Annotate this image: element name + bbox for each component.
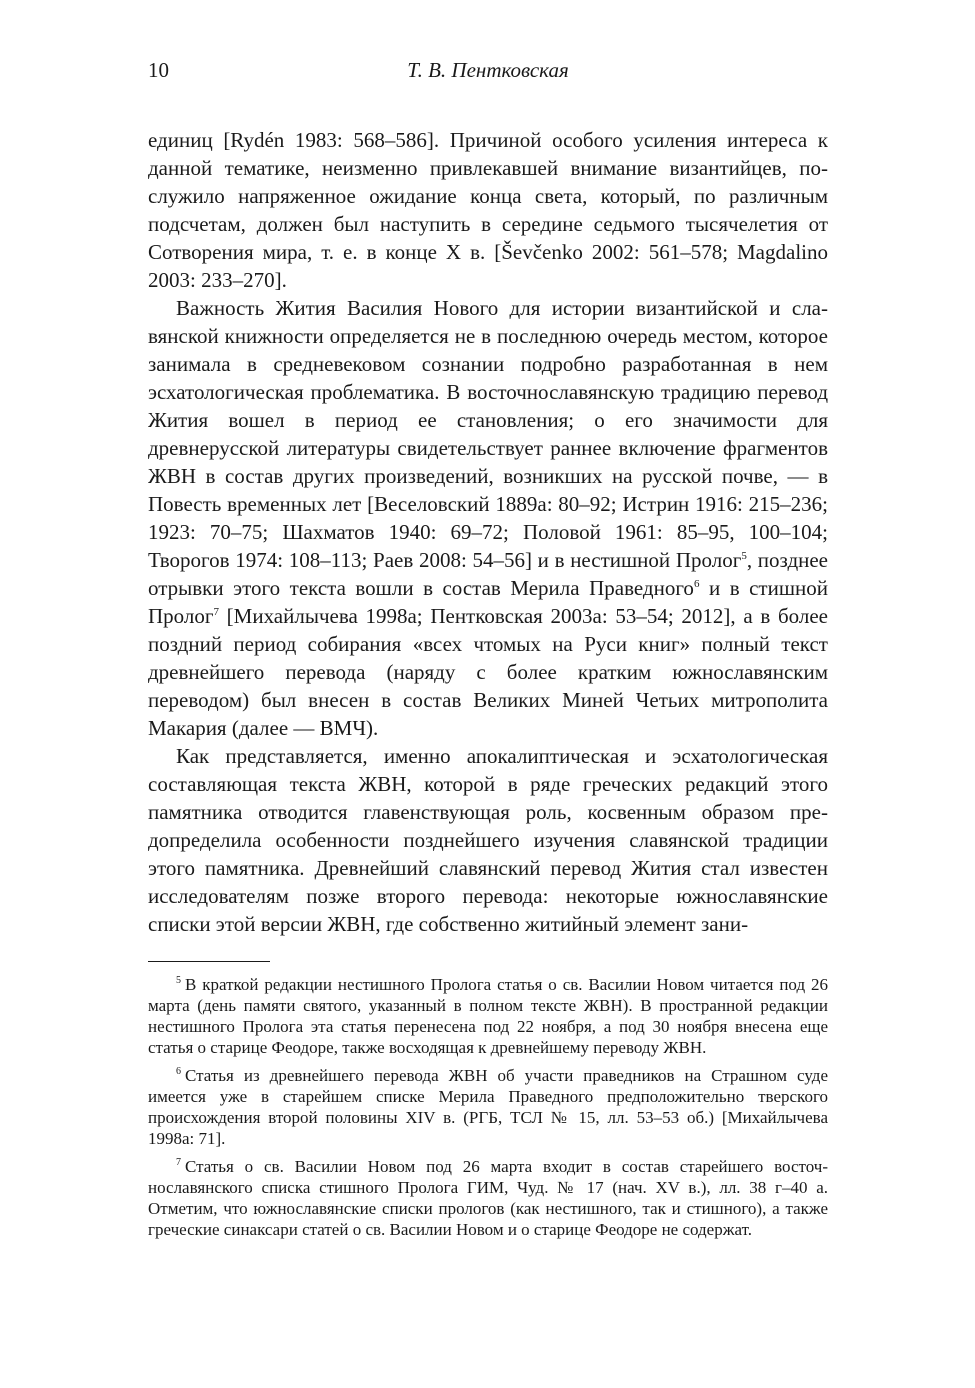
footnote-ref-7[interactable]: 7 xyxy=(213,606,219,618)
paragraph-2-part-b: , позднее отрывки этого текста вошли в состав Мерила Праведного xyxy=(148,548,829,600)
paragraph-2-part-d: [Михайлычева 1998а; Пентковская 2003а: 53–54; 2012], а в более поздний период собирания «всех чтомых на Руси книг» полный текст древнейшего перевода (наряду с более кратким южнославянским переводом) был внесен в состав Великих Миней Четьих митрополита Макария (далее — ВМЧ). xyxy=(148,604,828,740)
body-text xyxy=(148,126,828,938)
page-number: 10 xyxy=(148,58,169,82)
footnote-number: 6 xyxy=(176,1066,181,1078)
footnote xyxy=(148,1156,828,1240)
footnote-number: 7 xyxy=(176,1157,181,1169)
footnote xyxy=(148,1065,828,1149)
paragraph-3: Как представляется, именно апокалиптическая и эсхатологическая составляющая текста ЖВН, которой в ряде греческих редакций этого памятника отводится главенствующая роль, косвенным образом предопределила особенности позднейшего изучения славянской традиции этого памятника. Древнейший славянский перевод Жития стал известен исследователям позже второго перевода: некоторые южнославянские списки этой версии ЖВН, где собственно житийный элемент зани- xyxy=(148,744,828,936)
running-head xyxy=(148,58,828,86)
footnote-ref-5[interactable]: 5 xyxy=(741,550,747,562)
paragraph-2-part-c: и в стишной Пролог xyxy=(148,576,828,628)
paragraph-2 xyxy=(148,294,828,742)
footnote-number: 5 xyxy=(176,975,181,987)
page xyxy=(148,58,828,1247)
footnote-text: В краткой редакции нестишного Пролога статья о св. Василии Новом читается под 26 марта (день памяти святого, указанный в полном тексте ЖВН). В пространной редакции нестишного Пролога эта статья перенесена под 22 ноября, а под 30 ноября внесена еще статья о старице Феодоре, также восходящая к древнейшему переводу ЖВН. xyxy=(148,975,828,1057)
paragraph-1: единиц [Rydén 1983: 568–586]. Причиной особого усиления интереса к данной тематике, неизменно привлекавшей внимание византийцев, послужило напряженное ожидание конца света, который, по различным подсчетам, должен был наступить в середине седьмого тысячелетия от Сотворения мира, т. е. в конце X в. [Ševčenko 2002: 561–578; Magdalino 2003: 233–270]. xyxy=(148,128,828,292)
running-head-author: Т. В. Пентковская xyxy=(407,58,569,82)
footnote-text: Статья из древнейшего перевода ЖВН об участи праведников на Страшном суде имеется уже в старейшем списке Мерила Праведного предположительно тверского происхождения второй половины XIV в. (РГБ, ТСЛ № 15, лл. 53–53 об.) [Михайлычева 1998а: 71]. xyxy=(148,1066,828,1148)
paragraph-2-part-a: Важность Жития Василия Нового для истории византийской и славянской книжности определяется не в последнюю очередь местом, которое занимала в средневековом сознании подробно разработанная в нем эсхатологическая проблематика. В восточнославянскую традицию перевод Жития вошел в период ее становления; о его значимости для древнерусской литературы свидетельствует раннее включение фрагментов ЖВН в состав других произведений, возникших на русской почве, — в Повесть временных лет [Веселовский 1889а: 80–92; Истрин 1916: 215–236; 1923: 70–75; Шахматов 1940: 69–72; Половой 1961: 85–95, 100–104; Творогов 1974: 108–113; Раев 2008: 54–56] и в нестишной Пролог xyxy=(148,296,828,572)
footnote-ref-6[interactable]: 6 xyxy=(693,578,700,590)
footnote xyxy=(148,974,828,1058)
footnotes xyxy=(148,974,828,1240)
footnote-text: Статья о св. Василии Новом под 26 марта входит в состав старейшего восточнославянского списка стишного Пролога ГИМ, Чуд. № 17 (нач. XV в.), лл. 38 г–40 а. Отметим, что южнославянские списки прологов (как нестишного, так и стишного), а также греческие синаксари статей о св. Василии Новом и о старице Феодоре не содержат. xyxy=(148,1157,828,1239)
footnote-divider xyxy=(148,961,270,962)
